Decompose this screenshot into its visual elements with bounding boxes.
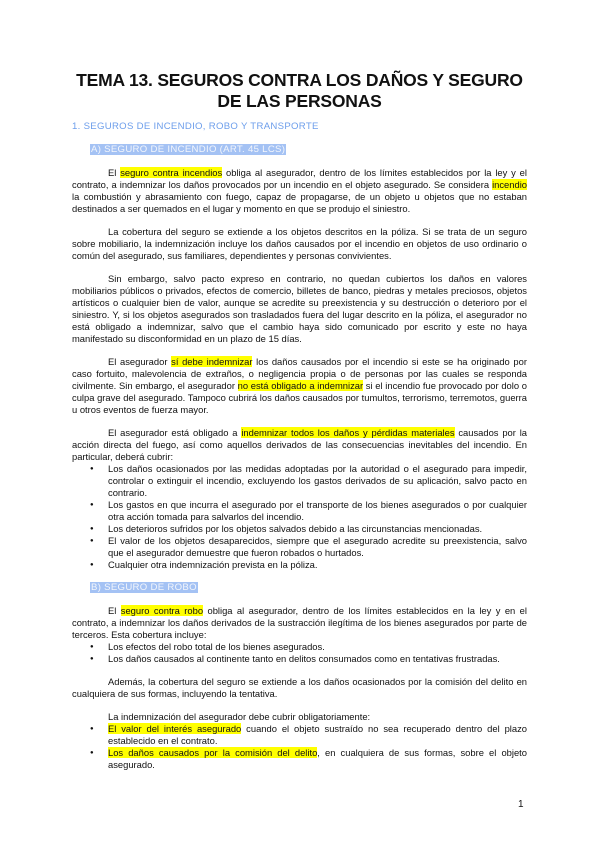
subheading-text: A) SEGURO DE INCENDIO (ART. 45 LCS) [91,144,286,155]
paragraph: Además, la cobertura del seguro se extiende a los daños ocasionados por la comisión del delito en cualquiera de sus formas, incluyendo la tentativa. [72,676,527,699]
text: El asegurador [108,356,172,367]
text: , en cualquiera de sus formas, sobre el objeto asegurado. [108,747,527,770]
subheading-robo [90,582,527,594]
text: El [108,167,121,178]
text: si el incendio fue provocado por dolo o culpa grave del asegurado. Tampoco cubrirá los daños causados por tumultos, terrorismo, terremotos, guerra u otros eventos de fuerza mayor. [72,380,527,415]
page-number: 1 [518,799,524,810]
bullet-list [72,641,527,665]
bullet-list [72,463,527,571]
highlight: seguro contra incendios [120,167,223,178]
paragraph [72,427,527,463]
paragraph: La cobertura del seguro se extiende a los objetos descritos en la póliza. Si se trata de un seguro sobre mobiliario, la indemnización incluye los daños causados por el incendio en objetos de uso ordinario o común del asegurado, sus familiares, dependientes y personas convivientes. [72,226,527,261]
list-item: ● El valor de los objetos desaparecidos, siempre que el asegurado acredite su preexistencia, salvo que el asegurador demuestre que fueron robados o hurtados. [108,535,527,559]
highlight: no está obligado a indemnizar [237,380,364,391]
paragraph [72,167,527,215]
subheading-text: B) SEGURO DE ROBO [91,582,197,593]
highlight: indemnizar todos los daños y pérdidas materiales [241,427,455,438]
document-page [72,70,527,771]
text: cuando el objeto sustraído no sea recuperado dentro del plazo establecido en el contrato. [108,723,528,746]
bullet-list [72,723,527,771]
paragraph: La indemnización del asegurador debe cubrir obligatoriamente: [108,711,371,722]
list-item: ● Los daños causados al continente tanto en delitos consumados como en tentativas frustradas. [108,653,527,665]
highlight: incendio [492,179,527,190]
paragraph: Sin embargo, salvo pacto expreso en contrario, no quedan cubiertos los daños en valores mobiliarios públicos o privados, efectos de comercio, billetes de banco, piedras y metales preciosos, objetos artísticos o cualquier bien de valor, aunque se acredite su preexistencia y su destrucción o deterioro por el siniestro. Y, si los objetos asegurados son trasladados fuera del lugar descrito en la póliza, el asegurador no está obligado a indemnizar, salvo que el cambio haya sido comunicado por escrito y este no haya manifestado su disconformidad en un plazo de 15 días. [72,273,527,344]
text: obliga al asegurador, dentro de los límites establecidos por la ley y el contrato, a indemnizar los daños provocados por un incendio en el objeto asegurado. Se considera [72,167,527,190]
subheading-incendio [90,144,527,156]
section-heading: 1. SEGUROS DE INCENDIO, ROBO Y TRANSPORTE [72,121,319,132]
document-title: TEMA 13. SEGUROS CONTRA LOS DAÑOS Y SEGURO DE LAS PERSONAS [76,70,523,111]
highlight: sí debe indemnizar [171,356,253,367]
list-item: ● Los efectos del robo total de los bienes asegurados. [108,641,527,653]
list-item: ● Cualquier otra indemnización prevista en la póliza. [108,559,527,571]
text: causados por la acción directa del fuego, así como aquellos derivados de las consecuencias inevitables del incendio. En particular, deberá cubrir: [72,427,528,462]
list-item: ● Los gastos en que incurra el asegurado por el transporte de los bienes asegurados o por cualquier otra acción tomada para salvarlos del incendio. [108,499,527,523]
list-item: ● Los daños ocasionados por las medidas adoptadas por la autoridad o el asegurado para impedir, controlar o extinguir el incendio, excluyendo los gastos derivados de su aplicación, salvo pacto en contrario. [108,463,527,499]
text: obliga al asegurador, dentro de los límites establecidos en la ley y en el contrato, a indemnizar los daños derivados de la sustracción ilegítima de los bienes asegurados por parte de terceros. Esta cobertura incluye: [72,605,527,640]
paragraph [72,605,527,641]
list-item [108,747,527,771]
list-item [108,723,527,747]
text: El [108,605,121,616]
text: los daños causados por el incendio si este se ha originado por caso fortuito, malevolencia de extraños, o negligencia propia o de personas por las cuales se responda civilmente. Sin embargo, el asegurador [72,356,527,391]
highlight: El valor del interés asegurado [108,723,242,734]
highlight: seguro contra robo [120,605,204,616]
text: El asegurador está obligado a [108,427,242,438]
paragraph [72,356,527,416]
text: la combustión y abrasamiento con fuego, capaz de propagarse, de un objeto u objetos que no estaban destinados a ser quemados en el lugar y momento en que se produjo el siniestro. [72,191,527,214]
list-item: ● Los deterioros sufridos por los objetos salvados debido a las circunstancias mencionadas. [108,523,527,535]
highlight: Los daños causados por la comisión del delito [108,747,318,758]
